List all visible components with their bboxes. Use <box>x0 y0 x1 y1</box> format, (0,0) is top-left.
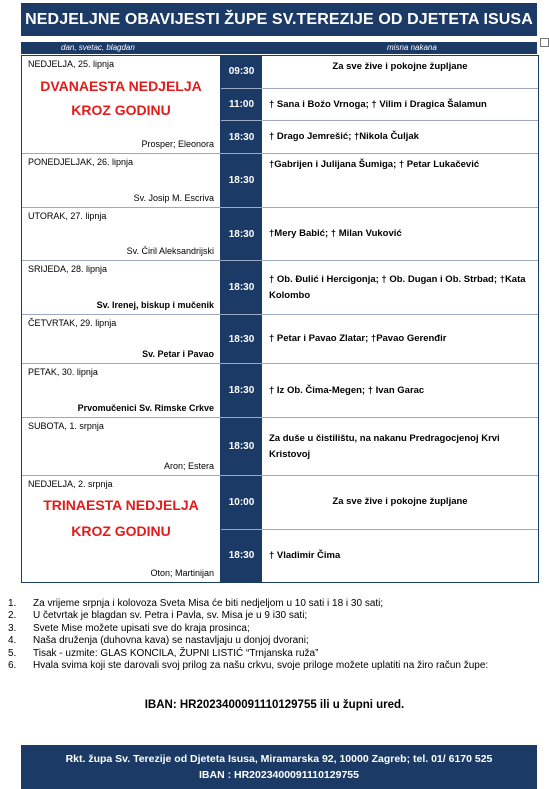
mass-slot <box>221 121 538 153</box>
mass-slot <box>221 89 538 122</box>
column-header-intent: misna nakana <box>387 43 437 52</box>
mass-intent: † Drago Jemrešić; †Nikola Čuljak <box>269 131 419 143</box>
mass-slot <box>221 364 538 417</box>
mass-slot <box>221 208 538 260</box>
mass-time: 18:30 <box>221 418 262 475</box>
day-saint: Aron; Estera <box>163 461 214 471</box>
day-date: SUBOTA, 1. srpnja <box>28 421 104 431</box>
mass-intent: † Iz Ob. Čima-Megen; † Ivan Garac <box>269 384 425 396</box>
day-cell <box>22 56 221 153</box>
mass-time: 18:30 <box>221 364 262 417</box>
mass-time: 18:30 <box>221 530 262 583</box>
table-row <box>22 56 538 154</box>
mass-time: 18:30 <box>221 261 262 314</box>
mass-slot <box>221 56 538 89</box>
checkbox-icon[interactable] <box>540 38 549 47</box>
list-text: Tisak - uzmite: GLAS KONCILA, ŽUPNI LISTIĆ “Trnjanska ruža” <box>33 647 319 659</box>
page-title: NEDJELJNE OBAVIJESTI ŽUPE SV.TEREZIJE OD DJETETA ISUSA <box>21 3 537 36</box>
list-text: U četvrtak je blagdan sv. Petra i Pavla, sv. Misa je u 9 i30 sati; <box>33 610 308 622</box>
mass-time: 11:00 <box>221 89 262 121</box>
day-saint: Prosper; Eleonora <box>141 139 214 149</box>
list-item <box>8 623 538 635</box>
day-saint: Prvomučenici Sv. Rimske Crkve <box>77 403 214 413</box>
day-date: SRIJEDA, 28. lipnja <box>28 264 108 274</box>
footer-iban: IBAN : HR2023400091110129755 <box>199 769 359 781</box>
list-item <box>8 648 538 660</box>
list-text: Hvala svima koji ste darovali svoj prilog za našu crkvu, svoje priloge možete uplatiti na žiro račun župe: <box>33 660 489 672</box>
day-date: NEDJELJA, 25. lipnja <box>28 59 115 69</box>
footer <box>21 745 537 789</box>
list-number: 5. <box>8 647 17 659</box>
table-row <box>22 154 538 208</box>
day-date: NEDJELJA, 2. srpnja <box>28 479 113 489</box>
mass-intent: † Sana i Božo Vrnoga; † Vilim i Dragica Šalamun <box>269 98 487 110</box>
mass-intent: † Vladimir Čima <box>269 549 341 561</box>
sunday-title: TRINAESTA NEDJELJA KROZ GODINU <box>43 497 199 539</box>
mass-slot <box>221 315 538 363</box>
mass-time: 18:30 <box>221 121 262 153</box>
column-header-bar <box>21 42 537 54</box>
day-date: PETAK, 30. lipnja <box>28 367 98 377</box>
mass-time: 10:00 <box>221 476 262 529</box>
day-cell <box>22 418 221 475</box>
mass-intent: †Gabrijen i Julijana Šumiga; † Petar Lukačević <box>269 159 480 170</box>
table-row <box>22 315 538 364</box>
mass-intent: Za duše u čistilištu, na nakanu Predragocjenoj Krvi Kristovoj <box>269 432 500 460</box>
list-number: 3. <box>8 622 17 634</box>
list-number: 2. <box>8 610 17 622</box>
day-saint: Sv. Irenej, biskup i mučenik <box>96 300 214 310</box>
list-text: Za vrijeme srpnja i kolovoza Sveta Misa će biti nedjeljom u 10 sati i 18 i 30 sati; <box>33 598 384 609</box>
mass-schedule-table <box>21 55 539 583</box>
day-saint: Sv. Josip M. Escriva <box>133 193 214 203</box>
table-row <box>22 418 538 476</box>
day-cell <box>22 154 221 207</box>
mass-intent: †Mery Babić; † Milan Vuković <box>269 228 402 239</box>
table-row <box>22 476 538 582</box>
list-text: Naša druženja (duhovna kava) se nastavljaju u donjoj dvorani; <box>33 635 309 647</box>
day-saint: Sv. Petar i Pavao <box>142 349 214 359</box>
day-cell <box>22 364 221 417</box>
day-saint: Sv. Ćiril Aleksandrijski <box>126 246 214 256</box>
mass-time: 18:30 <box>221 208 262 260</box>
list-text: Svete Mise možete upisati sve do kraja prosinca; <box>33 622 250 634</box>
day-cell <box>22 208 221 260</box>
footer-address: Rkt. župa Sv. Terezije od Djeteta Isusa, Miramarska 92, 10000 Zagreb; tel. 01/ 6170 525 <box>65 753 493 765</box>
table-row <box>22 364 538 418</box>
list-item <box>8 598 538 610</box>
announcement-list <box>8 598 538 672</box>
mass-intent: Za sve žive i pokojne župljane <box>332 496 468 508</box>
mass-slot <box>221 476 538 530</box>
sunday-title: DVANAESTA NEDJELJA KROZ GODINU <box>40 78 202 118</box>
mass-slot <box>221 261 538 314</box>
list-item <box>8 635 538 647</box>
list-number: 1. <box>8 598 17 609</box>
list-number: 6. <box>8 660 17 672</box>
table-row <box>22 261 538 315</box>
mass-intent: † Ob. Đulić i Hercigonja; † Ob. Dugan i Ob. Strbad; †Kata Kolombo <box>269 273 526 301</box>
mass-intent: Za sve žive i pokojne župljane <box>332 61 468 72</box>
day-cell <box>22 476 221 582</box>
day-date: ČETVRTAK, 29. lipnja <box>28 318 117 328</box>
mass-intent: † Petar i Pavao Zlatar; †Pavao Gerenđir <box>269 333 447 344</box>
mass-slot <box>221 530 538 583</box>
day-cell <box>22 315 221 363</box>
mass-time: 18:30 <box>221 154 262 207</box>
day-date: PONEDJELJAK, 26. lipnja <box>28 157 134 167</box>
iban-line: IBAN: HR2023400091110129755 ili u župni ured. <box>144 699 405 711</box>
day-cell <box>22 261 221 314</box>
mass-time: 09:30 <box>221 56 262 88</box>
mass-slot <box>221 154 538 207</box>
day-saint: Oton; Martinijan <box>150 568 214 578</box>
mass-slot <box>221 418 538 475</box>
day-date: UTORAK, 27. lipnja <box>28 211 107 221</box>
list-item <box>8 660 538 672</box>
mass-time: 18:30 <box>221 315 262 363</box>
column-header-day: dan, svetac, blagdan <box>61 43 135 52</box>
list-item <box>8 610 538 622</box>
list-number: 4. <box>8 635 17 647</box>
table-row <box>22 208 538 261</box>
